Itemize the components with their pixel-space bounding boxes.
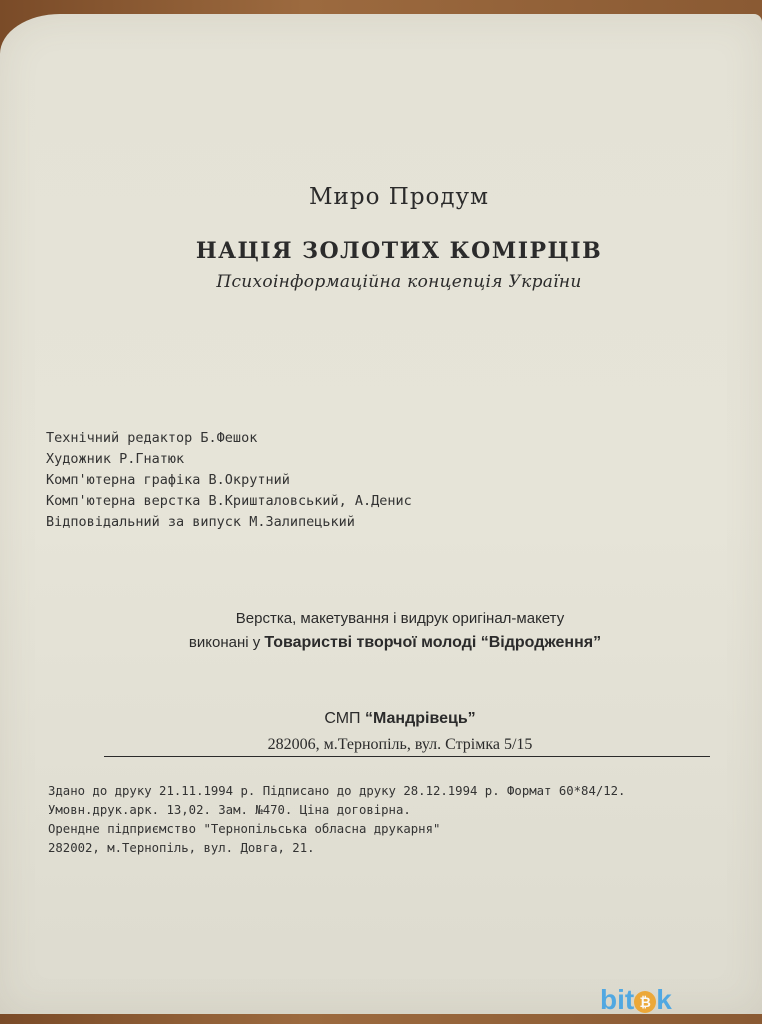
credits-list [46,428,412,533]
watermark-text-start: bit [600,984,635,1015]
imprint-line: 282002, м.Тернопіль, вул. Довга, 21. [48,841,315,855]
production-prefix: виконані у [188,634,265,651]
production-organization: Товаристві творчої молоді “Відродження” [264,634,602,651]
imprint-line: Здано до друку 21.11.1994 р. Підписано до друку 28.12.1994 р. Формат 60*84/12. [48,784,626,798]
divider-line [104,756,710,757]
publisher-prefix: СМП [324,710,365,727]
book-subtitle: Психоінформаційна концепція України [216,272,582,292]
credit-line: Технічний редактор Б.Фешок [46,430,258,446]
book-title: НАЦІЯ ЗОЛОТИХ КОМІРЦІВ [195,238,603,264]
watermark-text-end: k [656,984,672,1015]
publisher-line [0,710,762,728]
book-page [0,14,762,1014]
watermark-logo [600,984,672,1016]
publisher-address: 282006, м.Тернопіль, вул. Стрімка 5/15 [267,736,533,753]
credit-line: Художник Р.Гнатюк [46,451,185,467]
production-line-1: Верстка, макетування і видрук оригінал-макету [235,610,565,627]
credit-line: Відповідальний за випуск М.Залипецький [46,514,355,530]
imprint-block [48,782,625,858]
publisher-name: “Мандрівець” [365,710,476,727]
credit-line: Комп'ютерна верстка В.Кришталовський, А.Денис [46,493,412,509]
production-line-2 [0,634,762,652]
imprint-line: Умовн.друк.арк. 13,02. Зам. №470. Ціна договірна. [48,803,411,817]
coin-icon: ₿ [634,991,656,1013]
imprint-line: Орендне підприємство "Тернопільська обласна друкарня" [48,822,441,836]
credit-line: Комп'ютерна графіка В.Окрутний [46,472,290,488]
author-name: Миро Продум [309,184,489,210]
